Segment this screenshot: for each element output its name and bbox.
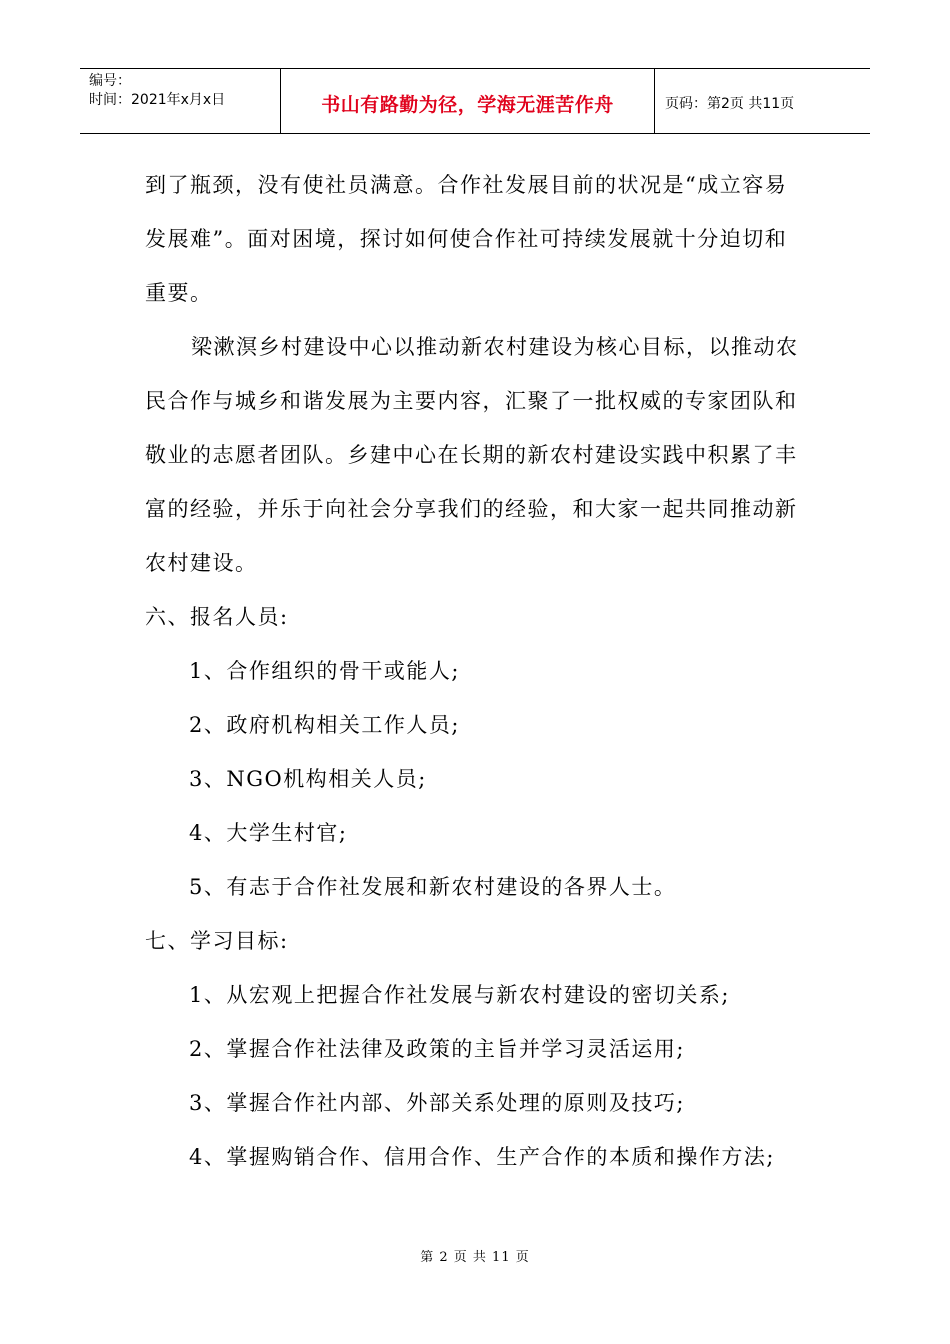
- list-item: 4、大学生村官;: [189, 821, 348, 845]
- paragraph-line: 民合作与城乡和谐发展为主要内容，汇聚了一批权威的专家团队和: [145, 389, 798, 413]
- paragraph-line: 敬业的志愿者团队。乡建中心在长期的新农村建设实践中积累了丰: [145, 443, 798, 467]
- section-heading-learning-goals: 七、学习目标:: [145, 929, 289, 953]
- header-page-info: 页码：第2页 共11页: [665, 96, 795, 112]
- paragraph-line: 梁漱溟乡村建设中心以推动新农村建设为核心目标，以推动农: [191, 335, 799, 359]
- page-footer: 第 2 页 共 11 页: [420, 1250, 530, 1265]
- list-item: 2、掌握合作社法律及政策的主旨并学习灵活运用;: [189, 1037, 685, 1061]
- page-header: [80, 68, 870, 134]
- list-item: 3、掌握合作社内部、外部关系处理的原则及技巧;: [189, 1091, 685, 1115]
- document-body: [145, 163, 810, 1189]
- list-item: 1、合作组织的骨干或能人;: [189, 659, 460, 683]
- list-item: 3、NGO机构相关人员;: [189, 767, 427, 791]
- header-motto: 书山有路勤为径，学海无涯苦作舟: [281, 69, 655, 133]
- paragraph-line: 到了瓶颈，没有使社员满意。合作社发展目前的状况是“成立容易: [145, 173, 788, 197]
- list-item: 5、有志于合作社发展和新农村建设的各界人士。: [189, 875, 677, 899]
- document-time-label: 时间：2021年x月x日: [89, 92, 226, 108]
- section-heading-registrants: 六、报名人员:: [145, 605, 289, 629]
- list-item: 1、从宏观上把握合作社发展与新农村建设的密切关系;: [189, 983, 730, 1007]
- paragraph-line: 重要。: [145, 281, 213, 305]
- paragraph-line: 发展难”。面对困境，探讨如何使合作社可持续发展就十分迫切和: [145, 227, 788, 251]
- paragraph-line: 富的经验，并乐于向社会分享我们的经验，和大家一起共同推动新: [145, 497, 798, 521]
- document-number-label: 编号：: [89, 73, 131, 89]
- header-meta-cell: [80, 69, 281, 133]
- list-item: 4、掌握购销合作、信用合作、生产合作的本质和操作方法;: [189, 1145, 775, 1169]
- list-item: 2、政府机构相关工作人员;: [189, 713, 460, 737]
- paragraph-line: 农村建设。: [145, 551, 258, 575]
